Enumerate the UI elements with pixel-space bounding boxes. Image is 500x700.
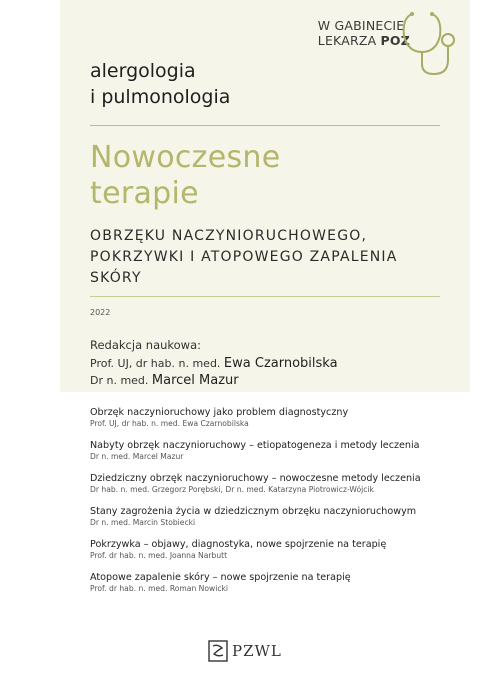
toc-item-authors: Dr n. med. Marcel Mazur bbox=[90, 452, 184, 461]
book-cover bbox=[60, 0, 470, 700]
toc-item-title: Nabyty obrzęk naczynioruchowy – etiopatogeneza i metody leczenia bbox=[90, 440, 420, 451]
toc-item bbox=[90, 440, 440, 462]
toc-item bbox=[90, 473, 440, 495]
toc-item-title: Dziedziczny obrzęk naczynioruchowy – nowoczesne metody leczenia bbox=[90, 473, 421, 484]
book-subtitle: OBRZĘKU NACZYNIORUCHOWEGO, POKRZYWKI I ATOPOWEGO ZAPALENIA SKÓRY bbox=[90, 228, 398, 286]
book-title bbox=[90, 140, 281, 212]
title-divider bbox=[90, 125, 440, 126]
publisher-name: PZWL bbox=[232, 642, 282, 660]
field-name bbox=[90, 58, 230, 110]
toc-item-title: Pokrzywka – objawy, diagnostyka, nowe spojrzenie na terapię bbox=[90, 539, 387, 550]
toc-item-title: Obrzęk naczynioruchowy jako problem diagnostyczny bbox=[90, 407, 349, 418]
toc-item-authors: Prof. UJ, dr hab. n. med. Ewa Czarnobilska bbox=[90, 419, 249, 428]
editor-2 bbox=[90, 373, 239, 388]
table-of-contents bbox=[90, 407, 440, 605]
toc-item bbox=[90, 407, 440, 429]
editors-label: Redakcja naukowa: bbox=[90, 338, 202, 352]
series-line2-prefix: LEKARZA bbox=[317, 33, 381, 48]
toc-item bbox=[90, 506, 440, 528]
stethoscope-icon bbox=[392, 8, 462, 78]
title-line2: terapie bbox=[90, 176, 199, 211]
subtitle-divider bbox=[90, 296, 440, 297]
field-line1: alergologia bbox=[90, 60, 196, 82]
series-line2-bold: POZ bbox=[380, 33, 410, 48]
publication-year: 2022 bbox=[90, 308, 111, 317]
series-line1: W GABINECIE bbox=[317, 18, 405, 33]
editor-1-name: Ewa Czarnobilska bbox=[223, 356, 338, 371]
toc-item-authors: Prof. dr hab. n. med. Joanna Narbutt bbox=[90, 551, 228, 560]
toc-item-authors: Dr n. med. Marcin Stobiecki bbox=[90, 518, 196, 527]
field-line2: i pulmonologia bbox=[90, 86, 231, 108]
toc-item-authors: Dr hab. n. med. Grzegorz Porębski, Dr n. med. Katarzyna Piotrowicz-Wójcik bbox=[90, 485, 374, 494]
toc-item bbox=[90, 539, 440, 561]
toc-item-title: Atopowe zapalenie skóry – nowe spojrzenie na terapię bbox=[90, 572, 351, 583]
toc-item-authors: Prof. dr hab. n. med. Roman Nowicki bbox=[90, 584, 229, 593]
publisher-logo bbox=[208, 640, 282, 662]
editor-1 bbox=[90, 356, 338, 371]
editor-1-title: Prof. UJ, dr hab. n. med. bbox=[90, 357, 224, 370]
pzwl-logo-mark bbox=[208, 640, 228, 662]
editor-2-name: Marcel Mazur bbox=[151, 373, 239, 388]
editor-2-title: Dr n. med. bbox=[90, 374, 152, 387]
toc-item-title: Stany zagrożenia życia w dziedzicznym obrzęku naczynioruchowym bbox=[90, 506, 417, 517]
title-line1: Nowoczesne bbox=[90, 140, 281, 175]
toc-item bbox=[90, 572, 440, 594]
